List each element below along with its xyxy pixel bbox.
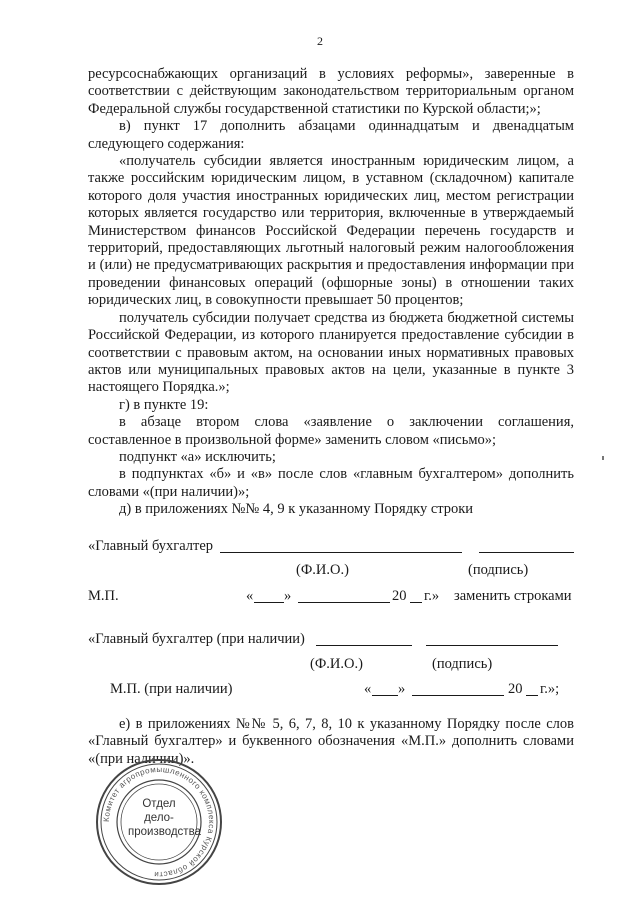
department-stamp	[94, 757, 224, 887]
new-mp-label: М.П. (при наличии)	[110, 681, 233, 697]
old-fio-line	[220, 552, 462, 553]
old-form-caption-row	[88, 562, 574, 582]
new-sign-line	[426, 645, 558, 646]
new-fio-line	[316, 645, 412, 646]
new-form-date-row	[88, 681, 574, 701]
new-form-chief-row	[88, 631, 574, 651]
old-mp-label: М.П.	[88, 588, 119, 604]
old-year: 20	[392, 588, 407, 604]
old-year-line	[410, 602, 422, 603]
paragraph-item-d: д) в приложениях №№ 4, 9 к указанному Порядку строки	[119, 501, 474, 518]
old-chief-label: «Главный бухгалтер	[88, 538, 214, 554]
paragraph-subitems-b-v: в подпунктах «б» и «в» после слов «главным бухгалтером» дополнить словами «(при наличии)»;	[88, 466, 574, 500]
old-fio-caption: (Ф.И.О.)	[296, 562, 349, 578]
old-year-suffix: г.»	[424, 588, 440, 604]
page-number: 2	[317, 34, 323, 48]
old-day-line	[254, 602, 284, 603]
stamp-center-text	[128, 797, 201, 839]
new-year-suffix: г.»;	[540, 681, 560, 697]
stamp-line-2: дело-	[144, 812, 174, 824]
paragraph-item-g: г) в пункте 19:	[119, 396, 209, 413]
stamp-ring-text: Комитет агропромышленного комплекса Курской области	[101, 764, 217, 880]
new-form-caption-row	[88, 656, 574, 676]
old-form-date-row	[88, 588, 574, 608]
document-body	[88, 66, 574, 519]
stamp-line-3: производства	[128, 826, 201, 838]
paragraph-subitem-a: подпункт «а» исключить;	[119, 448, 276, 465]
scan-speck	[602, 456, 604, 460]
old-sign-line	[479, 552, 574, 553]
paragraph-item-e: е) в приложениях №№ 5, 6, 7, 8, 10 к указанному Порядку после слов «Главный бухгалтер» и буквенного обозначения «М.П.» дополнить словами «(при наличии)».	[88, 716, 574, 767]
paragraph-second-clause: в абзаце втором слова «заявление о заключении соглашения, составленное в произвольной форме» заменить словом «письмо»;	[88, 414, 574, 448]
paragraph-budget-funds: получатель субсидии получает средства из бюджета бюджетной системы Российской Федерации, из которого планируется предоставление субсидии в соответствии с правовым актом, на основании иных нормативных правовых актов или муниципальных правовых актов на цели, указанные в пункте 3 настоящего Порядка.»;	[88, 309, 574, 396]
paragraph-continuation: ресурсоснабжающих организаций в условиях реформы», заверенные в соответствии с действующим законодательством территориальным органом Федеральной службы государственной статистики по Курской области;»;	[88, 66, 574, 117]
old-date-close: »	[284, 588, 292, 604]
paragraph-quote-foreign-entity: «получатель субсидии является иностранным юридическим лицом, а также российским юридическим лицом, в уставном (складочном) капитале которого доля участия иностранных юридических лиц, местом регистрации которых является государство или территория, включенные в утверждаемый Министерством финансов Российской Федерации перечень государств и территорий, предоставляющих льготный налоговый режим налогообложения и (или) не предусматривающих раскрытия и предоставления информации при проведении финансовых операций (офшорные зоны) в отношении таких юридических лиц, в совокупности превышает 50 процентов;	[88, 153, 574, 309]
new-day-line	[372, 695, 398, 696]
new-month-line	[412, 695, 504, 696]
old-sign-caption: (подпись)	[468, 562, 529, 578]
old-form-chief-row	[88, 538, 574, 558]
old-replace-text: заменить строками	[454, 588, 572, 604]
paragraph-item-v: в) пункт 17 дополнить абзацами одиннадцатым и двенадцатым следующего содержания:	[88, 118, 574, 152]
new-date-open: «	[364, 681, 372, 697]
old-date-open: «	[246, 588, 254, 604]
new-year: 20	[508, 681, 523, 697]
new-sign-caption: (подпись)	[432, 656, 493, 672]
stamp-line-1: Отдел	[142, 798, 176, 810]
new-year-line	[526, 695, 538, 696]
new-fio-caption: (Ф.И.О.)	[310, 656, 363, 672]
new-date-close: »	[398, 681, 406, 697]
new-chief-label: «Главный бухгалтер (при наличии)	[88, 631, 305, 647]
old-month-line	[298, 602, 390, 603]
